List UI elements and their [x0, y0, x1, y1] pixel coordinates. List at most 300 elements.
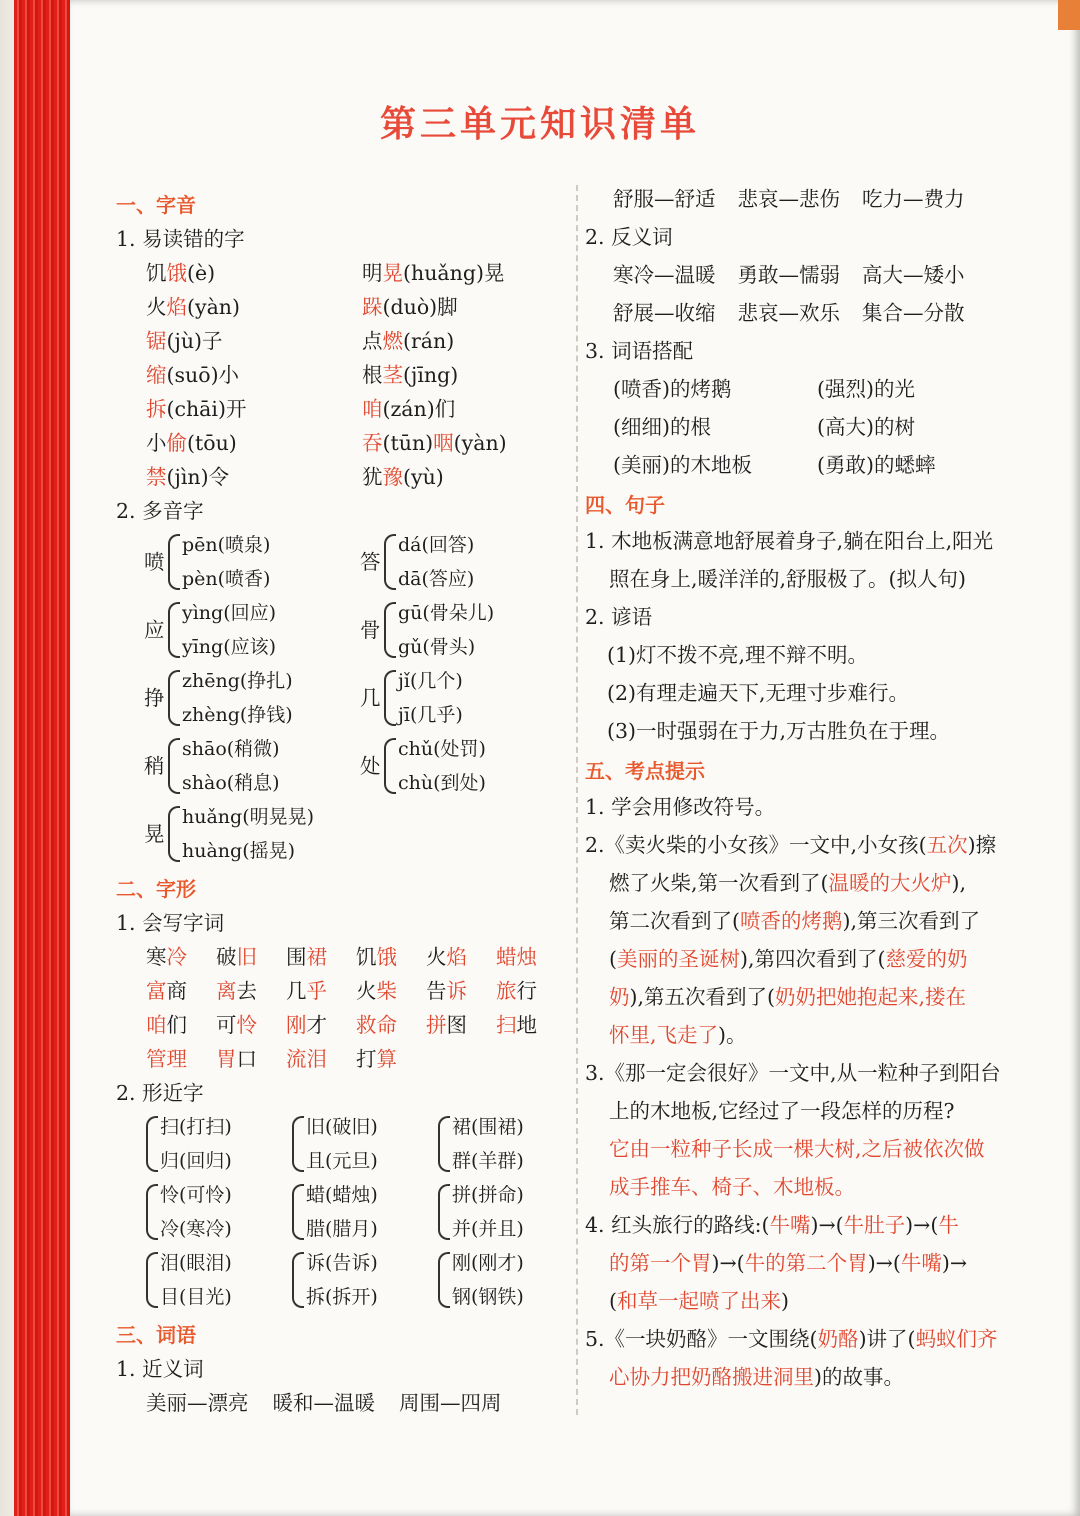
proverb-1: (1)灯不拨不亮,理不辩不明。 [607, 643, 869, 667]
subheading-writing-words: 1. 会写字词 [116, 911, 225, 935]
misread-item [362, 392, 578, 426]
exam-tip-line [585, 1168, 1040, 1206]
exam-tip-line [585, 1320, 1040, 1358]
exam-tip-line [585, 1130, 1040, 1168]
brace-icon [438, 1116, 450, 1172]
highlighted-text: 牛肚子 [843, 1213, 906, 1237]
text-segment: 们 [166, 1013, 187, 1037]
text-segment: 饥 [356, 945, 377, 969]
brace-icon [146, 1184, 158, 1240]
polyphone-char: 骨 [360, 618, 381, 642]
polyphone-item [144, 528, 360, 596]
brace-icon [438, 1252, 450, 1308]
brace-line: 拆(拆开) [306, 1286, 378, 1308]
antonym-pair: 寒冷—温暖 [613, 263, 716, 287]
text-segment: (jīng) [403, 363, 459, 387]
text-segment: 上的木地板,它经过了一段怎样的历程? [609, 1099, 955, 1123]
brace-lines [398, 596, 494, 664]
subheading-proverbs: 2. 谚语 [585, 605, 653, 629]
text-segment: (yù) [403, 465, 444, 489]
highlighted-text: 豫 [382, 465, 403, 489]
polyphone-char: 几 [360, 686, 381, 710]
brace-line: jī(几乎) [398, 704, 463, 726]
text-segment: ( [609, 947, 617, 971]
text-segment: 地 [516, 1013, 537, 1037]
text-segment: )擦 [967, 833, 997, 857]
text-segment: 1. 学会用修改符号。 [585, 795, 776, 819]
brace-icon [168, 806, 180, 862]
brace-icon [292, 1184, 304, 1240]
brace-line: zhēng(挣扎) [182, 670, 293, 692]
exam-tip-line [585, 1282, 1040, 1320]
exam-tip-line [585, 1092, 1040, 1130]
collocation-item: (勇敢)的蟋蟀 [817, 453, 936, 477]
polyphone-item [144, 732, 360, 800]
text-segment: 3.《那一定会很好》一文中,从一粒种子到阳台 [585, 1061, 1001, 1085]
similar-pair [146, 1246, 292, 1314]
brace-line: 冷(寒冷) [160, 1218, 232, 1240]
highlighted-text: 和草一起喷了出来 [617, 1289, 781, 1313]
antonym-pair: 悲哀—欢乐 [737, 301, 840, 325]
text-segment: (yàn) [187, 295, 241, 319]
text-segment: )→( [711, 1251, 745, 1275]
misread-item [146, 324, 362, 358]
brace-line: dá(回答) [398, 534, 475, 556]
misread-item [362, 324, 578, 358]
brace-line: zhèng(挣钱) [182, 704, 293, 726]
text-segment: )。 [718, 1023, 747, 1047]
writing-word [286, 940, 356, 974]
polyphone-item [360, 732, 576, 800]
text-segment: 口 [236, 1047, 257, 1071]
text-segment: )→( [905, 1213, 939, 1237]
brace-line: 旧(破旧) [306, 1116, 378, 1138]
polyphone-item [360, 528, 576, 596]
highlighted-text: 富 [146, 979, 167, 1003]
section-heading-exam-tips: 五、考点提示 [585, 759, 705, 783]
text-segment: 5.《一块奶酪》一文围绕( [585, 1327, 818, 1351]
similar-pair [292, 1246, 438, 1314]
highlighted-text: 饿 [376, 945, 397, 969]
text-segment: )→ [941, 1251, 968, 1275]
sentence-q1-line2: 照在身上,暖洋洋的,舒服极了。(拟人句) [609, 567, 967, 591]
highlighted-text: 奶奶把她抱起来,搂在 [775, 985, 967, 1009]
highlighted-text: 咱 [362, 397, 383, 421]
text-segment: (huǎng)晃 [403, 261, 505, 285]
brace-line: dā(答应) [398, 568, 475, 590]
brace-lines [306, 1246, 378, 1314]
writing-word [496, 940, 566, 974]
text-segment: (chāi)开 [166, 397, 247, 421]
synonym-pair: 舒服—舒适 [613, 187, 716, 211]
text-segment: ( [609, 1289, 617, 1313]
highlighted-text: 牛嘴 [769, 1213, 811, 1237]
brace-line: 裙(围裙) [452, 1116, 524, 1138]
brace-lines [452, 1110, 524, 1178]
text-segment: (duò)脚 [382, 295, 458, 319]
brace-line: 并(并且) [452, 1218, 524, 1240]
highlighted-text: 焰 [446, 945, 467, 969]
text-segment: 几 [286, 979, 307, 1003]
text-segment: 火 [146, 295, 167, 319]
polyphone-item [360, 664, 576, 732]
writing-word [426, 1008, 496, 1042]
highlighted-text: 焰 [166, 295, 187, 319]
polyphone-item [144, 596, 360, 664]
text-segment: )的故事。 [814, 1365, 904, 1389]
text-segment: 4. 红头旅行的路线:( [585, 1213, 770, 1237]
misread-item [146, 392, 362, 426]
section-heading-vocab: 三、词语 [116, 1323, 196, 1347]
text-segment: 根 [362, 363, 383, 387]
exam-tips-list [585, 788, 1040, 1396]
highlighted-text: 刚 [286, 1013, 307, 1037]
page-title: 第三单元知识清单 [379, 104, 700, 145]
brace-lines [398, 732, 486, 800]
brace-line: 目(目光) [160, 1286, 232, 1308]
misread-item [362, 460, 578, 494]
misread-item [146, 358, 362, 392]
highlighted-text: 诉 [446, 979, 467, 1003]
section-heading-glyph: 二、字形 [116, 877, 196, 901]
similar-pair [146, 1178, 292, 1246]
highlighted-text: 冷 [166, 945, 187, 969]
highlighted-text: 牛 [938, 1213, 959, 1237]
synonym-row-1 [146, 1386, 556, 1420]
highlighted-text: 胃 [216, 1047, 237, 1071]
text-segment: 2.《卖火柴的小女孩》一文中,小女孩( [585, 833, 927, 857]
text-segment: 第二次看到了( [609, 909, 740, 933]
writing-word [146, 940, 216, 974]
writing-word [496, 1008, 566, 1042]
brace-line: 蜡(蜡烛) [306, 1184, 378, 1206]
subheading-polyphones: 2. 多音字 [116, 499, 204, 523]
writing-word [146, 1008, 216, 1042]
brace-icon [292, 1116, 304, 1172]
highlighted-text: 奶 [609, 985, 630, 1009]
highlighted-text: 跺 [362, 295, 383, 319]
antonym-pair: 高大—矮小 [862, 263, 965, 287]
writing-word [286, 1042, 356, 1076]
brace-lines [182, 732, 280, 800]
writing-word [426, 940, 496, 974]
writing-word [216, 1042, 286, 1076]
misread-item [362, 256, 578, 290]
highlighted-text: 吞 [362, 431, 383, 455]
writing-word [356, 940, 426, 974]
brace-line: gū(骨朵儿) [398, 602, 495, 624]
text-segment: 围 [286, 945, 307, 969]
brace-line: huàng(摇晃) [182, 840, 296, 862]
misread-item [362, 426, 578, 460]
exam-tip-line [585, 788, 1040, 826]
brace-lines [160, 1178, 232, 1246]
misread-item [146, 426, 362, 460]
polyphone-item [144, 800, 360, 868]
highlighted-text: 管理 [146, 1047, 187, 1071]
antonym-pair: 舒展—收缩 [613, 301, 716, 325]
highlighted-text: 蚂蚁们齐 [915, 1327, 998, 1351]
text-segment: 火 [356, 979, 377, 1003]
text-segment: 才 [306, 1013, 327, 1037]
text-segment: 可 [216, 1013, 237, 1037]
writing-word [286, 1008, 356, 1042]
brace-line: 怜(可怜) [160, 1184, 232, 1206]
collocation-item: (喷香)的烤鹅 [613, 377, 732, 401]
text-segment: (jìn)令 [166, 465, 230, 489]
polyphone-char: 晃 [144, 822, 165, 846]
highlighted-text: 心协力把奶酪搬进洞里 [609, 1365, 814, 1389]
highlighted-text: 怀里,飞走了 [609, 1023, 719, 1047]
misread-item [362, 358, 578, 392]
highlighted-text: 晃 [382, 261, 403, 285]
similar-pair [438, 1110, 584, 1178]
highlighted-text: 牛嘴 [900, 1251, 942, 1275]
brace-line: shào(稍息) [182, 772, 280, 794]
highlighted-text: 它由一粒种子长成一棵大树,之后被依次做 [609, 1137, 985, 1161]
exam-tip-line [585, 1358, 1040, 1396]
subheading-misread: 1. 易读错的字 [116, 227, 245, 251]
highlighted-text: 五次 [926, 833, 968, 857]
exam-tip-line [585, 978, 1040, 1016]
highlighted-text: 拼 [426, 1013, 447, 1037]
highlighted-text: 柴 [376, 979, 397, 1003]
exam-tip-line [585, 1054, 1040, 1092]
sentence-q1-line1: 1. 木地板满意地舒展着身子,躺在阳台上,阳光 [585, 529, 994, 553]
exam-tip-line [585, 940, 1040, 978]
right-column [585, 180, 1040, 1396]
text-segment: ),第三次看到了 [842, 909, 981, 933]
text-segment: (tūn) [382, 431, 434, 455]
brace-line: 拼(拼命) [452, 1184, 524, 1206]
text-segment: 告 [426, 979, 447, 1003]
text-segment: ), [951, 871, 967, 895]
brace-lines [160, 1110, 232, 1178]
brace-icon [384, 670, 396, 726]
polyphone-char: 稍 [144, 754, 165, 778]
text-segment: 打 [356, 1047, 377, 1071]
polyphone-char: 答 [360, 550, 381, 574]
brace-lines [306, 1110, 378, 1178]
proverb-3: (3)一时强弱在于力,万古胜负在于理。 [607, 719, 951, 743]
text-segment: 火 [426, 945, 447, 969]
highlighted-text: 蜡烛 [496, 945, 537, 969]
writing-word [356, 1042, 426, 1076]
highlighted-text: 咽 [433, 431, 454, 455]
highlighted-text: 流泪 [286, 1047, 327, 1071]
text-segment: 饥 [146, 261, 167, 285]
brace-line: 腊(腊月) [306, 1218, 378, 1240]
brace-lines [160, 1246, 232, 1314]
text-segment: 图 [446, 1013, 467, 1037]
highlighted-text: 拆 [146, 397, 167, 421]
highlighted-text: 离 [216, 979, 237, 1003]
highlighted-text: 咱 [146, 1013, 167, 1037]
brace-lines [452, 1246, 524, 1314]
text-segment: (zán)们 [382, 397, 456, 421]
highlighted-text: 锯 [146, 329, 167, 353]
highlighted-text: 美丽的圣诞树 [617, 947, 740, 971]
text-segment: )→( [867, 1251, 901, 1275]
highlighted-text: 奶酪 [817, 1327, 859, 1351]
exam-tip-line [585, 826, 1040, 864]
brace-icon [384, 602, 396, 658]
proverb-2: (2)有理走遍天下,无理寸步难行。 [607, 681, 910, 705]
brace-line: 钢(钢铁) [452, 1286, 524, 1308]
brace-line: jǐ(几个) [398, 670, 463, 692]
collocation-item: (强烈)的光 [817, 377, 915, 401]
text-segment: ),第五次看到了( [629, 985, 776, 1009]
highlighted-text: 乎 [306, 979, 327, 1003]
brace-line: pēn(喷泉) [182, 534, 271, 556]
brace-line: chǔ(处罚) [398, 738, 486, 760]
collocation-item: (高大)的树 [817, 415, 915, 439]
synonym-pair: 美丽—漂亮 [146, 1391, 249, 1415]
highlighted-text: 的第一个胃 [609, 1251, 712, 1275]
text-segment: 明 [362, 261, 383, 285]
misread-list [146, 256, 556, 494]
brace-lines [306, 1178, 378, 1246]
antonym-row-1 [613, 256, 1040, 294]
text-segment: (rán) [403, 329, 455, 353]
brace-icon [292, 1252, 304, 1308]
highlighted-text: 牛的第二个胃 [744, 1251, 868, 1275]
text-segment: (è) [187, 261, 216, 285]
exam-tip-line [585, 1016, 1040, 1054]
writing-words-grid [146, 940, 556, 1076]
antonym-pair: 勇敢—懦弱 [737, 263, 840, 287]
highlighted-text: 慈爱的奶 [885, 947, 968, 971]
text-segment: )讲了( [858, 1327, 916, 1351]
collocation-grid [613, 370, 1040, 484]
writing-word [286, 974, 356, 1008]
similar-pair [438, 1246, 584, 1314]
text-segment: (jù)子 [166, 329, 223, 353]
brace-line: 诉(告诉) [306, 1252, 378, 1274]
subheading-antonyms: 2. 反义词 [585, 225, 673, 249]
antonym-row-2 [613, 294, 1040, 332]
polyphone-char: 处 [360, 754, 381, 778]
text-segment: (suō)小 [166, 363, 240, 387]
synonym-pair: 吃力—费力 [862, 187, 965, 211]
text-segment: 破 [216, 945, 237, 969]
misread-item [146, 290, 362, 324]
brace-icon [146, 1252, 158, 1308]
brace-icon [168, 670, 180, 726]
exam-tip-line [585, 1244, 1040, 1282]
left-column [116, 184, 556, 1420]
brace-icon [168, 602, 180, 658]
writing-word [496, 974, 566, 1008]
brace-lines [182, 596, 276, 664]
exam-tip-line [585, 864, 1040, 902]
writing-word [426, 974, 496, 1008]
text-segment: 小 [146, 431, 167, 455]
text-segment: ),第四次看到了( [740, 947, 886, 971]
polyphone-char: 挣 [144, 686, 165, 710]
exam-tip-line [585, 902, 1040, 940]
polyphone-item [360, 596, 576, 664]
polyphone-item [144, 664, 360, 732]
misread-item [362, 290, 578, 324]
brace-lines [452, 1178, 524, 1246]
synonym-pair: 悲哀—悲伤 [737, 187, 840, 211]
brace-lines [398, 664, 463, 732]
highlighted-text: 成手推车、椅子、木地板。 [609, 1175, 855, 1199]
brace-lines [398, 528, 474, 596]
text-segment: )→( [810, 1213, 844, 1237]
text-segment: 寒 [146, 945, 167, 969]
text-segment: 犹 [362, 465, 383, 489]
synonym-pair: 暖和—温暖 [272, 1391, 375, 1415]
synonym-pair: 周围—四周 [399, 1391, 502, 1415]
collocation-item: (美丽)的木地板 [613, 453, 752, 477]
text-segment: 燃了火柴,第一次看到了( [609, 871, 829, 895]
highlighted-text: 缩 [146, 363, 167, 387]
brace-line: 泪(眼泪) [160, 1252, 232, 1274]
page-edge-red [14, 0, 72, 1516]
brace-icon [168, 738, 180, 794]
brace-line: chù(到处) [398, 772, 486, 794]
brace-icon [438, 1184, 450, 1240]
highlighted-text: 饿 [166, 261, 187, 285]
polyphone-list [144, 528, 556, 868]
similar-pair [292, 1178, 438, 1246]
highlighted-text: 怜 [236, 1013, 257, 1037]
text-segment: 商 [166, 979, 187, 1003]
brace-icon [384, 534, 396, 590]
highlighted-text: 茎 [382, 363, 403, 387]
text-segment: (yàn) [453, 431, 507, 455]
similar-pair [146, 1110, 292, 1178]
subheading-synonyms: 1. 近义词 [116, 1357, 204, 1381]
highlighted-text: 救命 [356, 1013, 397, 1037]
brace-icon [168, 534, 180, 590]
polyphone-char: 喷 [144, 550, 165, 574]
highlighted-text: 旅 [496, 979, 517, 1003]
text-segment: (tōu) [187, 431, 237, 455]
brace-lines [182, 528, 270, 596]
highlighted-text: 偷 [166, 431, 187, 455]
highlighted-text: 禁 [146, 465, 167, 489]
corner-tab [1058, 0, 1080, 30]
highlighted-text: 扫 [496, 1013, 517, 1037]
brace-line: 刚(刚才) [452, 1252, 524, 1274]
brace-line: 扫(打扫) [160, 1116, 232, 1138]
highlighted-text: 旧 [236, 945, 257, 969]
text-segment: 点 [362, 329, 383, 353]
text-segment: 去 [236, 979, 257, 1003]
subheading-collocation: 3. 词语搭配 [585, 339, 694, 363]
brace-lines [182, 800, 314, 868]
similar-chars-grid [146, 1110, 556, 1314]
highlighted-text: 喷香的烤鹅 [740, 909, 843, 933]
brace-line: yīng(应该) [182, 636, 277, 658]
text-segment: 行 [516, 979, 537, 1003]
writing-word [146, 974, 216, 1008]
synonym-row-2 [613, 180, 1040, 218]
polyphone-char: 应 [144, 618, 165, 642]
brace-icon [384, 738, 396, 794]
writing-word [216, 940, 286, 974]
highlighted-text: 温暖的大火炉 [828, 871, 952, 895]
section-heading-sentences: 四、句子 [585, 493, 665, 517]
writing-word [146, 1042, 216, 1076]
writing-word [216, 1008, 286, 1042]
collocation-item: (细细)的根 [613, 415, 711, 439]
brace-line: 且(元旦) [306, 1150, 378, 1172]
brace-line: shāo(稍微) [182, 738, 280, 760]
